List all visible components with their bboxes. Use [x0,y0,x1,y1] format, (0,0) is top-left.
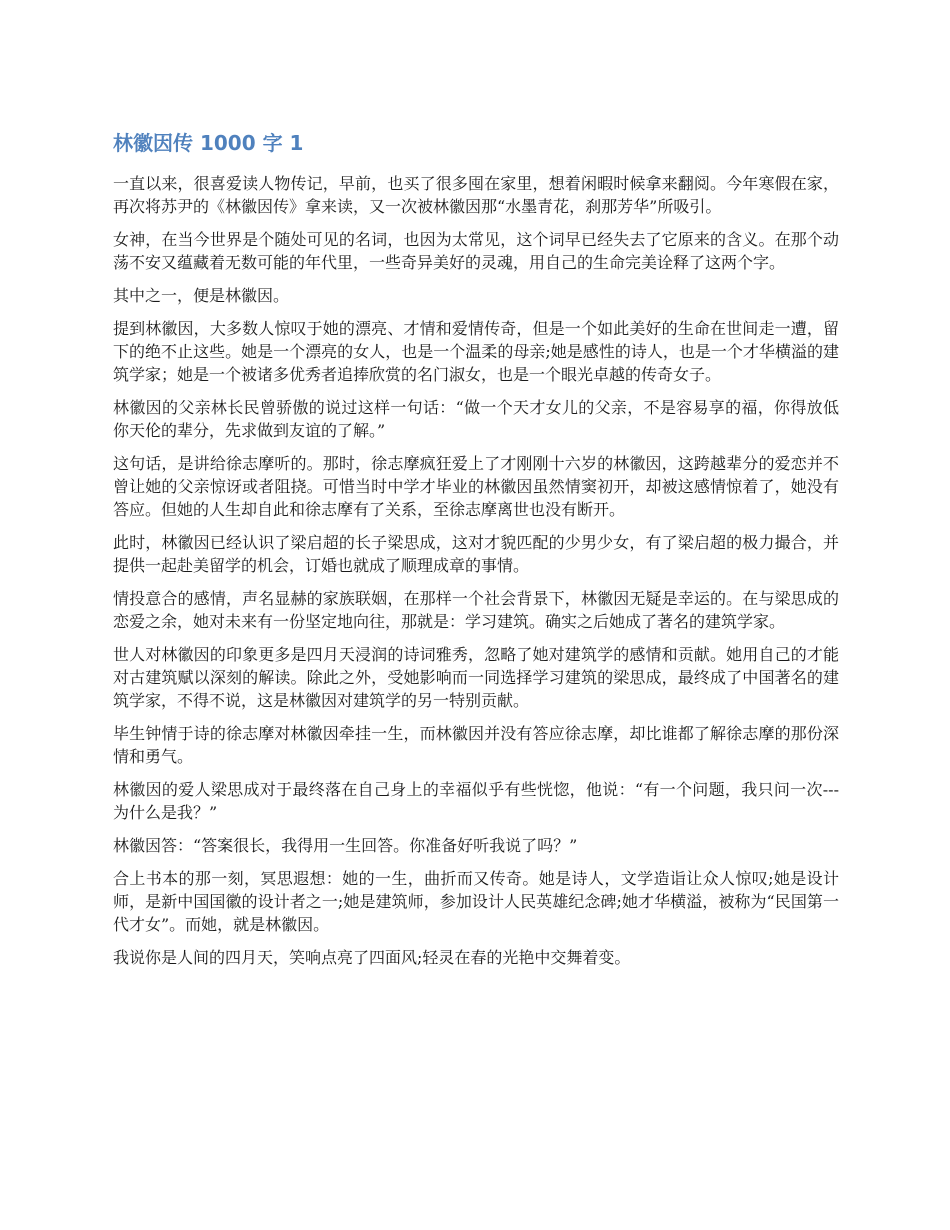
paragraph-7: 此时，林徽因已经认识了梁启超的长子梁思成，这对才貌匹配的少男少女，有了梁启超的极力撮合，并提供一起赴美留学的机会，订婚也就成了顺理成章的事情。 [113,533,839,575]
paragraph-10: 毕生钟情于诗的徐志摩对林徽因牵挂一生，而林徽因并没有答应徐志摩，却比谁都了解徐志摩的那份深情和勇气。 [113,724,839,766]
document-title: 林徽因传 1000 字 1 [113,131,304,155]
paragraph-5: 林徽因的父亲林长民曾骄傲的说过这样一句话：“做一个天才女儿的父亲，不是容易享的福，你得放低你天伦的辈分，先求做到友谊的了解。” [113,398,839,440]
paragraph-12: 林徽因答：“答案很长，我得用一生回答。你准备好听我说了吗？” [113,836,578,855]
paragraph-13: 合上书本的那一刻，冥思遐想：她的一生，曲折而又传奇。她是诗人，文学造诣让众人惊叹;她是设计师，是新中国国徽的设计者之一;她是建筑师，参加设计人民英雄纪念碑;她才华横溢，被称为“民国第一代才女”。而她，就是林徽因。 [113,869,839,934]
paragraph-14: 我说你是人间的四月天，笑响点亮了四面风;轻灵在春的光艳中交舞着变。 [113,948,631,967]
paragraph-3: 其中之一，便是林徽因。 [113,286,290,305]
document-page [113,128,839,979]
paragraph-1: 一直以来，很喜爱读人物传记，早前，也买了很多囤在家里，想着闲暇时候拿来翻阅。今年寒假在家，再次将苏尹的《林徽因传》拿来读，又一次被林徽因那“水墨青花，刹那芳华”所吸引。 [113,174,839,216]
paragraph-8: 情投意合的感情，声名显赫的家族联姻，在那样一个社会背景下，林徽因无疑是幸运的。在与梁思成的恋爱之余，她对未来有一份坚定地向往，那就是：学习建筑。确实之后她成了著名的建筑学家。 [113,589,839,631]
paragraph-6: 这句话，是讲给徐志摩听的。那时，徐志摩疯狂爱上了才刚刚十六岁的林徽因，这跨越辈分的爱恋并不曾让她的父亲惊讶或者阻挠。可惜当时中学才毕业的林徽因虽然情窦初开，却被这感情惊着了，她没有答应。但她的人生却自此和徐志摩有了关系，至徐志摩离世也没有断开。 [113,454,839,519]
paragraph-11: 林徽因的爱人梁思成对于最终落在自己身上的幸福似乎有些恍惚，他说：“有一个问题，我只问一次---为什么是我？” [113,780,839,822]
paragraph-2: 女神，在当今世界是个随处可见的名词，也因为太常见，这个词早已经失去了它原来的含义。在那个动荡不安又蕴藏着无数可能的年代里，一些奇异美好的灵魂，用自己的生命完美诠释了这两个字。 [113,230,839,272]
paragraph-4: 提到林徽因，大多数人惊叹于她的漂亮、才情和爱情传奇，但是一个如此美好的生命在世间走一遭，留下的绝不止这些。她是一个漂亮的女人，也是一个温柔的母亲;她是感性的诗人，也是一个才华横溢的建筑学家；她是一个被诸多优秀者追捧欣赏的名门淑女，也是一个眼光卓越的传奇女子。 [113,319,839,384]
paragraph-9: 世人对林徽因的印象更多是四月天浸润的诗词雅秀，忽略了她对建筑学的感情和贡献。她用自己的才能对古建筑赋以深刻的解读。除此之外，受她影响而一同选择学习建筑的梁思成，最终成了中国著名的建筑学家，不得不说，这是林徽因对建筑学的另一特别贡献。 [113,645,839,710]
